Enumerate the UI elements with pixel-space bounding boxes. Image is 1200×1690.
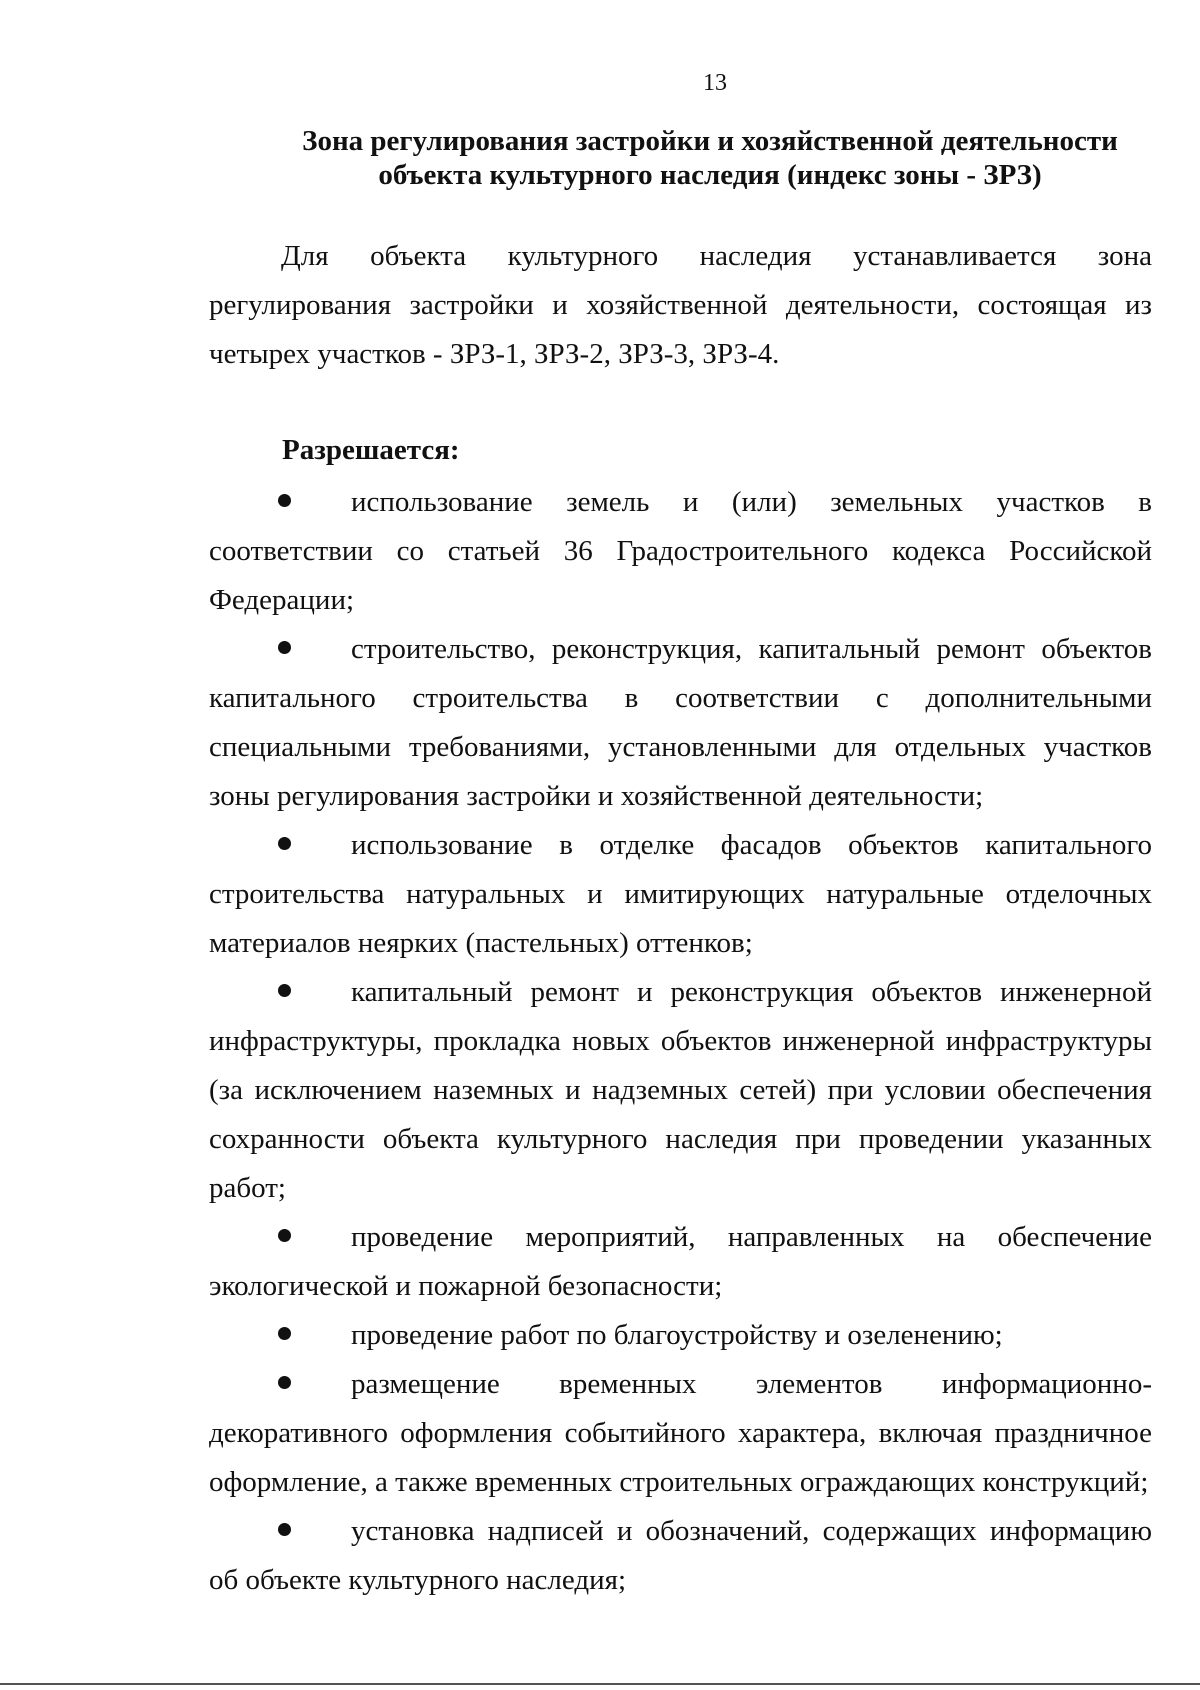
list-item [209,968,1152,1213]
allowed-heading: Разрешается: [282,434,460,466]
section-title-line-2: объекта культурного наследия (индекс зоны - ЗРЗ) [378,159,1042,191]
page-number: 13 [703,70,727,96]
list-item-text: строительство, реконструкция, капитальный ремонт объектов капитального строительства в соответствии с дополнительными специальными требованиями, установленными для отдельных участков зоны регулирования застройки и хозяйственной деятельности; [209,633,1152,812]
list-item-text: использование земель и (или) земельных участков в соответствии со статьей 36 Градостроительного кодекса Российской Федерации; [209,486,1152,616]
list-item-text: размещение временных элементов информационно-декоративного оформления событийного характера, включая праздничное оформление, а также временных строительных ограждающих конструкций; [209,1368,1152,1498]
list-item [209,478,1152,625]
list-item [209,1360,1152,1507]
list-item [209,625,1152,821]
list-item-text: проведение мероприятий, направленных на обеспечение экологической и пожарной безопасности; [209,1221,1152,1302]
bottom-divider [0,1683,1200,1685]
section-title [280,124,1140,192]
list-item-text: капитальный ремонт и реконструкция объектов инженерной инфраструктуры, прокладка новых объектов инженерной инфраструктуры (за исключением наземных и надземных сетей) при условии обеспечения сохранности объекта культурного наследия при проведении указанных работ; [209,976,1152,1204]
list-item [209,1213,1152,1311]
section-title-line-1: Зона регулирования застройки и хозяйственной деятельности [302,125,1118,157]
intro-paragraph: Для объекта культурного наследия устанавливается зона регулирования застройки и хозяйственной деятельности, состоящая из четырех участков - ЗРЗ-1, ЗРЗ-2, ЗРЗ-3, ЗРЗ-4. [209,240,1152,370]
list-item-text: использование в отделке фасадов объектов капитального строительства натуральных и имитирующих натуральные отделочных материалов неярких (пастельных) оттенков; [209,829,1152,959]
list-item-text: установка надписей и обозначений, содержащих информацию об объекте культурного наследия; [209,1515,1152,1596]
list-item [209,821,1152,968]
list-item [209,1311,1152,1360]
allowed-list [209,478,1152,1605]
list-item-text: проведение работ по благоустройству и озеленению; [351,1319,1003,1351]
list-item [209,1507,1152,1605]
